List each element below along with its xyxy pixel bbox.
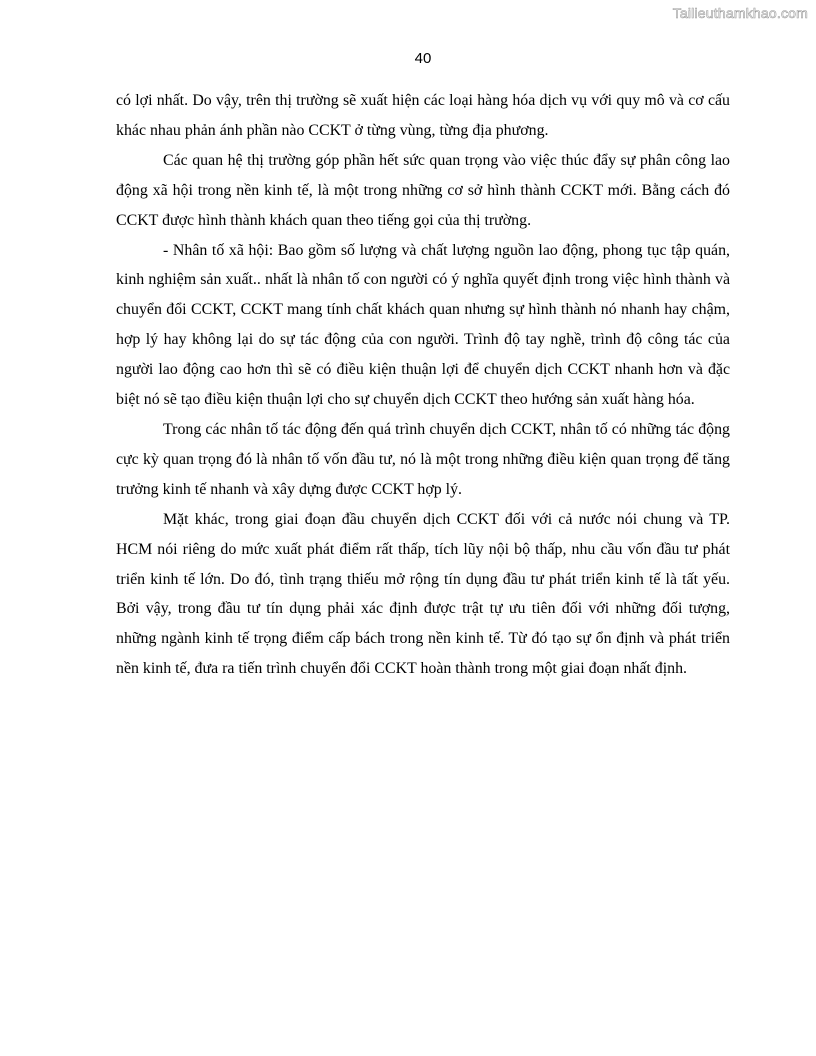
paragraph-credit-priorities: Mặt khác, trong giai đoạn đầu chuyển dịch CCKT đối với cả nước nói chung và TP. HCM nói riêng do mức xuất phát điểm rất thấp, tích lũy nội bộ thấp, nhu cầu vốn đầu tư phát triển kinh tế lớn. Do đó, tình trạng thiếu mở rộng tín dụng đầu tư phát triển kinh tế là tất yếu. Bởi vậy, trong đầu tư tín dụng phải xác định được trật tự ưu tiên đối với những đối tượng, những ngành kinh tế trọng điểm cấp bách trong nền kinh tế. Từ đó tạo sự ổn định và phát triển nền kinh tế, đưa ra tiến trình chuyển đổi CCKT hoàn thành trong một giai đoạn nhất định.: [116, 510, 730, 678]
paragraph-social-factor: - Nhân tố xã hội: Bao gồm số lượng và chất lượng nguồn lao động, phong tục tập quán, kinh nghiệm sản xuất.. nhất là nhân tố con người có ý nghĩa quyết định trong việc hình thành và chuyển đổi CCKT, CCKT mang tính chất khách quan nhưng sự hình thành nó nhanh hay chậm, hợp lý hay không lại do sự tác động của con người. Trình độ tay nghề, trình độ công tác của người lao động cao hơn thì sẽ có điều kiện thuận lợi để chuyển dịch CCKT nhanh hơn và đặc biệt nó sẽ tạo điều kiện thuận lợi cho sự chuyển dịch CCKT theo hướng sản xuất hàng hóa.: [116, 241, 730, 409]
page-number: 40: [414, 50, 432, 67]
paragraph-market-relations: Các quan hệ thị trường góp phần hết sức quan trọng vào việc thúc đẩy sự phân công lao động xã hội trong nền kinh tế, là một trong những cơ sở hình thành CCKT mới. Bằng cách đó CCKT được hình thành khách quan theo tiếng gọi của thị trường.: [116, 151, 730, 229]
paragraph-investment-factor: Trong các nhân tố tác động đến quá trình chuyển dịch CCKT, nhân tố có những tác động cực kỳ quan trọng đó là nhân tố vốn đầu tư, nó là một trong những điều kiện quan trọng để tăng trưởng kinh tế nhanh và xây dựng được CCKT hợp lý.: [116, 420, 730, 498]
watermark: Tailieuthamkhao.com: [672, 5, 808, 21]
paragraph-continuation: có lợi nhất. Do vậy, trên thị trường sẽ xuất hiện các loại hàng hóa dịch vụ với quy mô và cơ cấu khác nhau phản ánh phần nào CCKT ở từng vùng, từng địa phương.: [116, 92, 730, 139]
document-body: [116, 86, 730, 684]
